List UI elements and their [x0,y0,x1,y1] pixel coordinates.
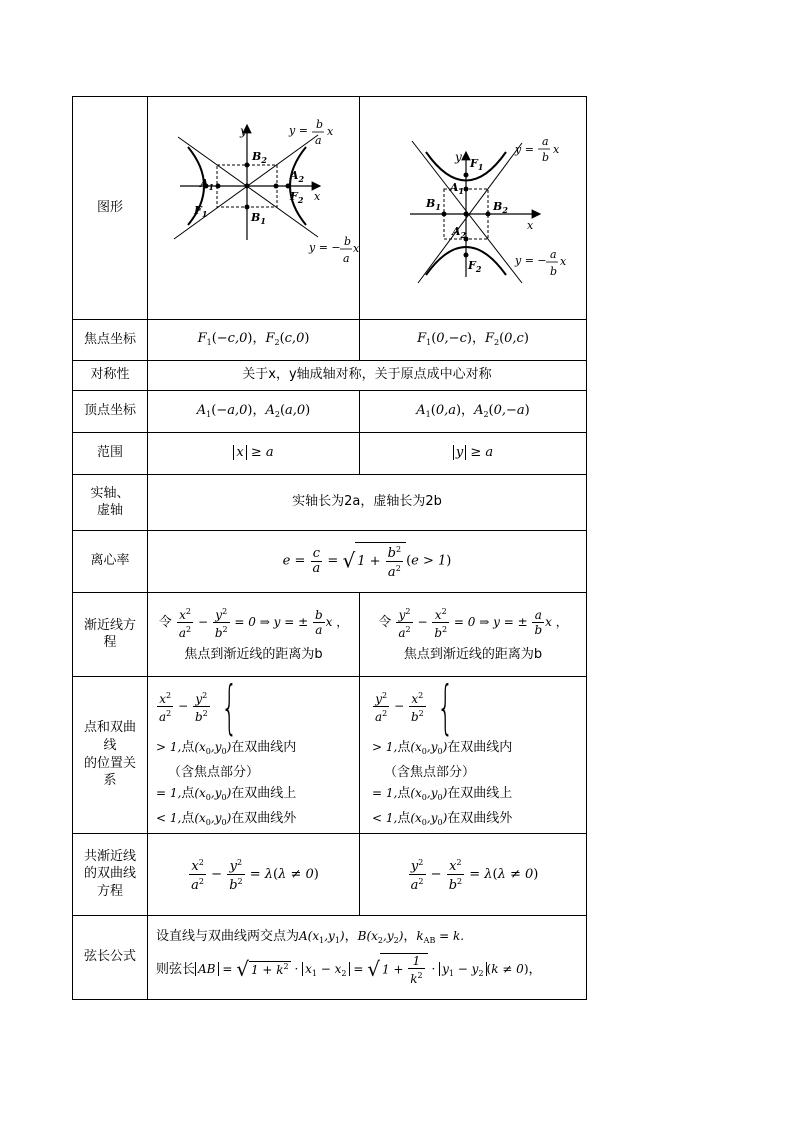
row-common-asymptote [73,833,587,915]
hyperbola-properties-table [72,96,586,1000]
svg-text:x: x [527,219,534,232]
row-label-graph: 图形 [73,97,148,320]
svg-text:B1: $B_1$ [251,211,266,226]
svg-text:B2: $B_2$ [493,200,508,215]
svg-text:A1: $A_1$ [200,177,215,192]
svg-text:y: y [240,124,247,138]
foci-horizontal: $F_1(-c,0)$，$F_2(c,0)$ [148,319,360,360]
asymptote-label-upper [288,118,334,147]
svg-text:b: b [316,118,324,131]
svg-text:B2: $B_2$ [252,150,267,165]
svg-text:x: x [553,143,560,156]
svg-text:y = −: y = − [515,254,547,267]
position-vertical: $\frac{y^2}{a^2}$ − $\frac{x^2}{b^2}$ { > 1,点$(x_0,y_0)$在双曲线内 （含焦点部分） = 1,点$(x_0,y_0)$在双曲线上 < 1,点$(x_0,y_0)$在双曲线外 [360,676,587,833]
common-asymptote-horizontal: $\frac{x^2}{a^2}$ − $\frac{y^2}{b^2}$ = λ(λ ≠ 0) [148,833,360,915]
row-label-symmetry: 对称性 [73,360,148,390]
svg-text:b: b [344,235,352,248]
svg-text:A1: $A_1$ [450,181,465,196]
position-horizontal: $\frac{x^2}{a^2}$ − $\frac{y^2}{b^2}$ { > 1,点$(x_0,y_0)$在双曲线内 （含焦点部分） = 1,点$(x_0,y_0)$在双曲线上 < 1,点$(x_0,y_0)$在双曲线外 [148,676,360,833]
vertical-hyperbola-svg [360,97,586,313]
svg-text:y: y [455,150,462,164]
symmetry-text: 关于x，y轴成轴对称，关于原点成中心对称 [148,360,587,390]
svg-text:x: x [314,190,321,203]
chord-formula: 设直线与双曲线两交点为$A(x_1,y_1)$，$B(x_2,y_2)$，$k_{AB} = k$. 则弦长 AB = √ $1 + k^2 \cdot x_1 - x_2$ = √ 1 + $\frac{1}{k^2}$ · $y_1 - y_2$ (k ≠ 0)， [148,915,587,999]
row-label-common-asymptote: 共渐近线 的双曲线 方程 [73,833,148,915]
row-label-chord: 弦长公式 [73,915,148,999]
svg-text:a: a [542,135,549,148]
figure-vertical-hyperbola [360,97,587,320]
asymptotes-horizontal: 令 $\frac{x^2}{a^2}$ − $\frac{y^2}{b^2}$ = 0 ⇒ y = ± $\frac{b}{a}$ x ， 焦点到渐近线的距离为b [148,592,360,676]
asymptote-distance-text: 焦点到渐近线的距离为b [403,646,543,662]
row-label-asymptotes: 渐近线方 程 [73,592,148,676]
svg-text:A2: $A_2$ [290,169,305,184]
svg-text:y = −: y = − [309,241,341,254]
row-foci [73,319,587,360]
row-chord [73,915,587,999]
asymptote-label-upper [514,135,560,164]
common-asymptote-vertical: $\frac{y^2}{a^2}$ − $\frac{x^2}{b^2}$ = λ(λ ≠ 0) [360,833,587,915]
svg-text:b: b [550,265,558,278]
row-vertices [73,390,587,432]
svg-text:y =: y = [515,143,534,156]
properties-grid [72,96,587,1000]
range-vertical: y ≥ a [360,432,587,474]
row-label-foci: 焦点坐标 [73,319,148,360]
svg-text:B1: $B_1$ [426,197,441,212]
eccentricity-formula: e = $\frac{c}{a}$ = √ 1 + $\frac{b^2}{a^2}$ (e > 1) [148,530,587,592]
svg-text:a: a [550,248,557,261]
row-label-eccentricity: 离心率 [73,530,148,592]
svg-text:a: a [343,252,350,265]
row-eccentricity [73,530,587,592]
asymptote-distance-text: 焦点到渐近线的距离为b [184,646,323,662]
row-label-range: 范围 [73,432,148,474]
svg-text:x: x [327,125,334,138]
svg-text:F2: $F_2$ [468,259,482,274]
svg-text:y =: y = [289,124,308,137]
row-axes [73,474,587,530]
svg-text:b: b [542,151,550,164]
row-position [73,676,587,833]
row-label-position: 点和双曲 线 的位置关 系 [73,676,148,833]
row-asymptotes [73,592,587,676]
row-label-axes: 实轴、 虚轴 [73,474,148,530]
asymptote-label-lower [308,235,359,265]
vertices-horizontal: $A_1(-a,0)$，$A_2(a,0)$ [148,390,360,432]
vertices-vertical: $A_1(0,a)$，$A_2(0,-a)$ [360,390,587,432]
svg-text:A2: $A_2$ [452,225,467,240]
figure-horizontal-hyperbola [148,97,360,320]
svg-text:F2: $F_2$ [290,190,304,205]
row-symmetry [73,360,587,390]
asymptotes-vertical: 令 $\frac{y^2}{a^2}$ − $\frac{x^2}{b^2}$ = 0 ⇒ y = ± $\frac{a}{b}$ x ， 焦点到渐近线的距离为b [360,592,587,676]
row-range [73,432,587,474]
svg-text:x: x [353,242,359,255]
axes-text: 实轴长为2a，虚轴长为2b [148,474,587,530]
row-graph [73,97,587,320]
svg-text:F1: $F_1$ [470,157,484,172]
svg-text:a: a [315,134,322,147]
range-horizontal: x ≥ a [148,432,360,474]
svg-text:x: x [560,255,567,268]
asymptote-label-lower [514,248,567,278]
row-label-vertices: 顶点坐标 [73,390,148,432]
horizontal-hyperbola-svg [148,97,359,313]
foci-vertical: $F_1(0,-c)$，$F_2(0,c)$ [360,319,587,360]
svg-text:F1: $F_1$ [194,204,208,219]
